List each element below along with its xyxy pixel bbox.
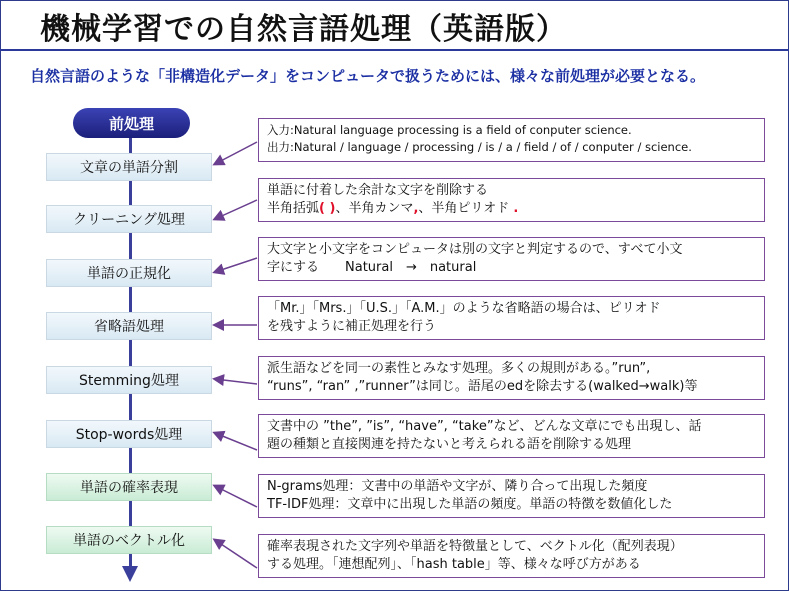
desc-line: 字にする Natural → natural xyxy=(267,260,477,275)
step-stemming: Stemming処理 xyxy=(46,366,212,394)
flow-spine xyxy=(129,125,132,570)
desc-text: 、半角ピリオド xyxy=(418,201,510,216)
subtitle: 自然言語のような「非構造化データ」をコンピュータで扱うためには、様々な前処理が必要となる。 xyxy=(30,67,706,85)
desc-line: 題の種類と直接関連を持たないと考えられる語を削除する処理 xyxy=(267,437,632,452)
connector-arrow xyxy=(215,379,257,384)
connector-arrows xyxy=(205,120,265,590)
connector-arrow xyxy=(215,142,257,164)
desc-probability xyxy=(258,474,765,518)
desc-line: TF-IDF処理：文章中に出現した単語の頻度。単語の特徴を数値化した xyxy=(267,497,673,512)
desc-line: 確率表現された文字列や単語を特徴量として、ベクトル化（配列表現） xyxy=(267,539,683,554)
desc-line: 派生語などを同一の素性とみなす処理。多くの規則がある。”run”, xyxy=(267,361,651,376)
page-title: 機械学習での自然言語処理（英語版） xyxy=(40,12,567,47)
start-node-preprocessing: 前処理 xyxy=(73,108,190,138)
connector-arrow xyxy=(215,540,257,568)
step-abbreviation: 省略語処理 xyxy=(46,312,212,340)
desc-line: を残すように補正処理を行う xyxy=(267,319,437,334)
comma-symbol: , xyxy=(413,201,419,216)
flow-arrow-head-icon xyxy=(122,566,138,582)
desc-line: N-grams処理：文書中の単語や文字が、隣り合って出現した頻度 xyxy=(267,479,648,494)
desc-stopwords xyxy=(258,414,765,458)
desc-text: 、半角カンマ xyxy=(335,201,414,216)
title-divider xyxy=(0,49,789,51)
step-word-segmentation: 文章の単語分割 xyxy=(46,153,212,181)
desc-line-symbols xyxy=(267,200,756,218)
connector-arrow xyxy=(215,200,257,219)
desc-line: 「Mr.」「Mrs.」「U.S.」「A.M.」のような省略語の場合は、ピリオド xyxy=(267,301,661,316)
desc-stemming xyxy=(258,356,765,400)
desc-line: する処理。「連想配列」、「hash table」等、様々な呼び方がある xyxy=(267,557,641,572)
connector-arrow xyxy=(215,433,257,450)
desc-line: 大文字と小文字をコンピュータは別の文字と判定するので、すべて小文 xyxy=(267,242,683,257)
desc-abbreviation xyxy=(258,296,765,340)
connector-arrow xyxy=(215,486,257,507)
desc-line: 単語に付着した余計な文字を削除する xyxy=(267,183,489,198)
paren-symbol: ( ) xyxy=(319,201,336,216)
desc-cleaning xyxy=(258,178,765,222)
step-vectorization: 単語のベクトル化 xyxy=(46,526,212,554)
step-normalization: 単語の正規化 xyxy=(46,259,212,287)
desc-line: 文書中の ”the”, ”is”, “have”, “take”など、どんな文章にでも出現し、話 xyxy=(267,419,702,434)
desc-word-segmentation xyxy=(258,118,765,162)
period-symbol: . xyxy=(513,201,519,216)
desc-line: 出力:Natural / language / processing / is / a / field / of / conputer / science. xyxy=(267,140,692,154)
step-cleaning: クリーニング処理 xyxy=(46,205,212,233)
connector-arrow xyxy=(215,258,257,272)
desc-text: 半角括弧 xyxy=(267,201,320,216)
desc-line: “runs”, “ran” ,”runner”は同じ。語尾のedを除去する(walked→walk)等 xyxy=(267,379,698,394)
desc-line: 入力:Natural language processing is a field of conputer science. xyxy=(267,123,632,137)
step-stopwords: Stop-words処理 xyxy=(46,420,212,448)
desc-vectorization xyxy=(258,534,765,578)
desc-normalization xyxy=(258,237,765,281)
step-probability: 単語の確率表現 xyxy=(46,473,212,501)
